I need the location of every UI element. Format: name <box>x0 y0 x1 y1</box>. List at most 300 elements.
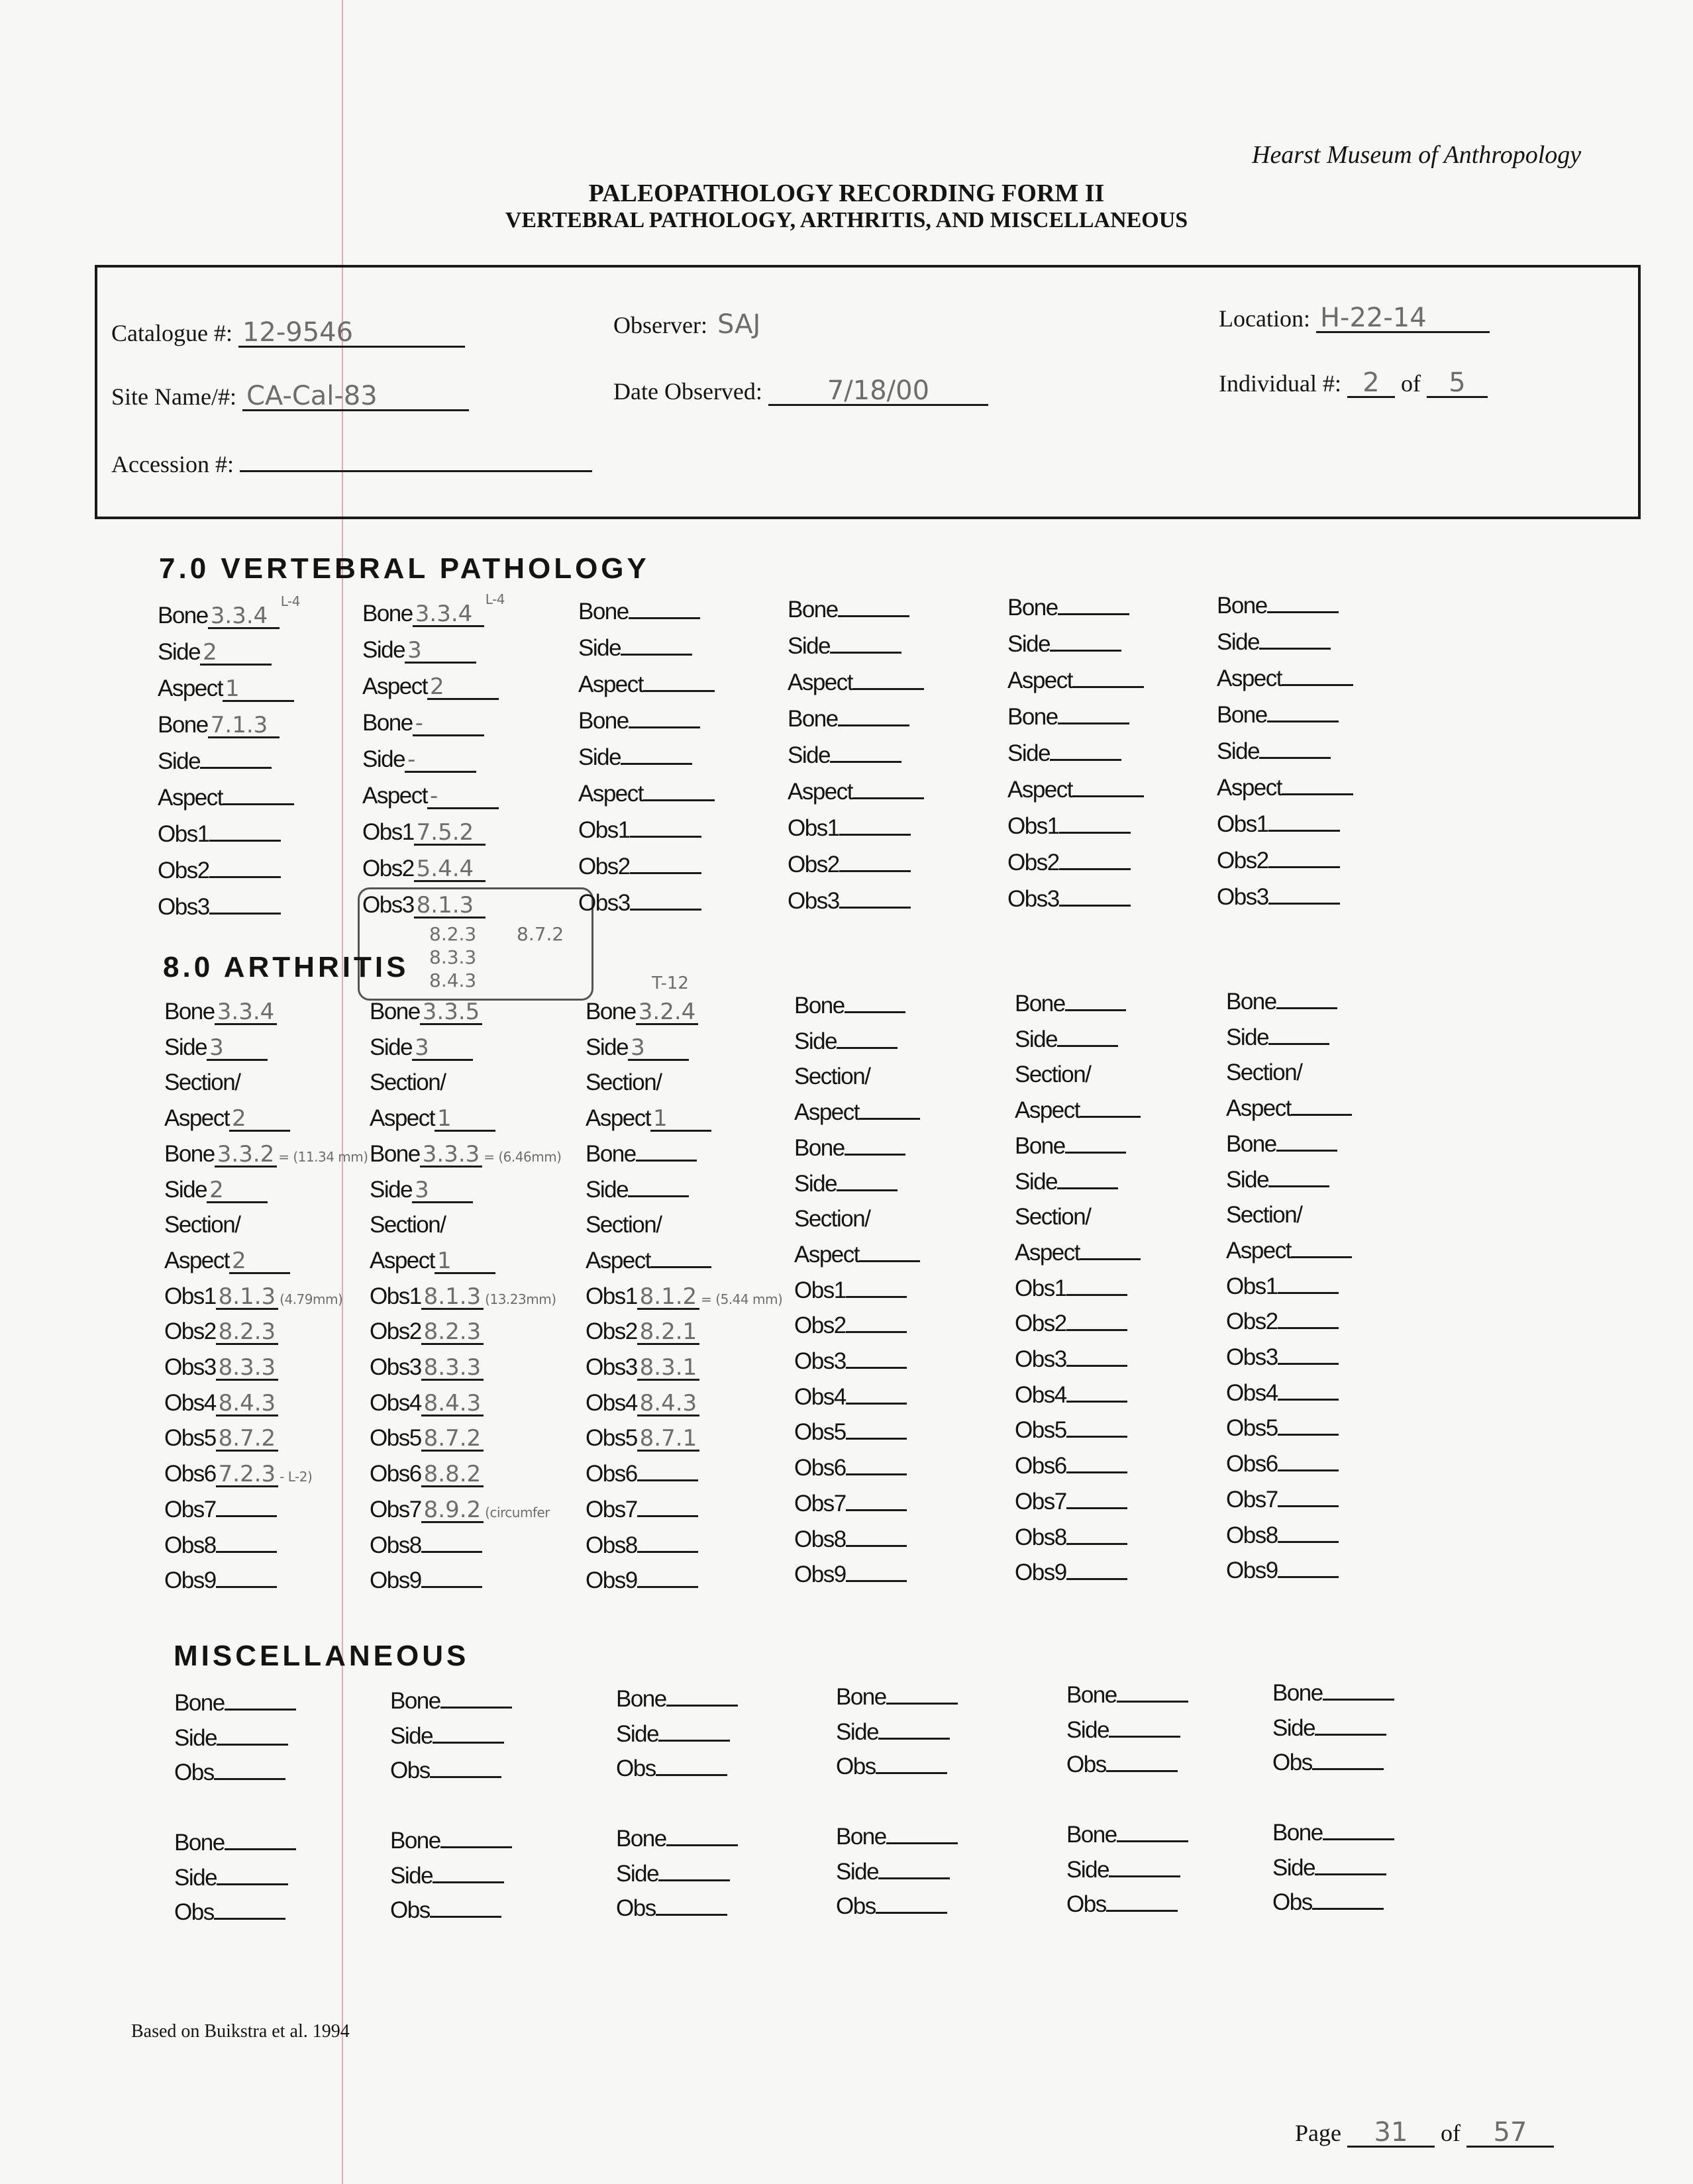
field-input[interactable] <box>217 1744 288 1746</box>
field-input[interactable] <box>839 834 911 836</box>
individual-number-input[interactable]: 2 <box>1347 370 1395 398</box>
field-input[interactable] <box>433 1742 504 1744</box>
field-input[interactable]: - <box>413 712 484 736</box>
field-label: Section/ <box>794 1206 870 1232</box>
field-input[interactable] <box>838 615 909 617</box>
field-label: Side <box>1272 1714 1315 1741</box>
field-input[interactable] <box>214 1918 285 1920</box>
field-input[interactable] <box>846 1296 907 1298</box>
form-field <box>1226 1095 1352 1122</box>
field-input[interactable] <box>1259 648 1331 650</box>
field-input[interactable] <box>1323 1699 1394 1701</box>
field-input[interactable] <box>846 1367 907 1369</box>
field-input[interactable] <box>1259 757 1331 759</box>
field-input[interactable] <box>1050 759 1121 761</box>
field-input[interactable]: 8.1.3 <box>421 1285 484 1310</box>
form-field <box>586 1390 699 1416</box>
field-input[interactable] <box>217 1883 288 1885</box>
misc-field <box>836 1859 950 1885</box>
field-input[interactable]: 8.7.2 <box>421 1427 484 1452</box>
field-input[interactable]: 7.2.3 <box>216 1463 279 1487</box>
field-input[interactable] <box>430 1776 501 1778</box>
field-input[interactable] <box>1059 905 1131 907</box>
vertebral-heading: 7.0 VERTEBRAL PATHOLOGY <box>159 552 650 585</box>
form-field <box>164 1497 277 1523</box>
field-input[interactable] <box>637 1515 698 1517</box>
field-input[interactable] <box>628 1195 689 1197</box>
field-input[interactable] <box>643 799 715 801</box>
form-field <box>1226 1558 1339 1584</box>
field-input[interactable] <box>1268 830 1340 832</box>
field-input[interactable]: 8.9.2 <box>421 1499 484 1523</box>
catalogue-field: Catalogue #: 12-9546 <box>111 319 465 348</box>
field-input[interactable]: 8.4.3 <box>421 1392 484 1416</box>
field-input[interactable] <box>440 1707 512 1709</box>
field-label: Obs3 <box>1217 884 1268 910</box>
field-input[interactable] <box>629 726 700 728</box>
field-input[interactable]: 3 <box>628 1036 689 1061</box>
extra-observation: 8.2.3 <box>429 923 477 945</box>
field-input[interactable] <box>1291 1114 1352 1116</box>
field-label: Obs <box>390 1758 430 1783</box>
field-input[interactable]: 3.3.4 <box>208 605 280 629</box>
form-field <box>370 1069 445 1096</box>
field-label: Aspect <box>1226 1095 1291 1122</box>
field-label: Bone <box>390 1688 440 1714</box>
form-field <box>788 888 911 915</box>
field-label: Bone <box>1007 704 1058 730</box>
field-input[interactable]: 8.2.3 <box>421 1320 484 1345</box>
field-input[interactable] <box>216 1586 277 1588</box>
field-input[interactable] <box>1057 1187 1118 1189</box>
field-input[interactable]: 3 <box>412 1179 473 1203</box>
form-field <box>1007 740 1121 767</box>
field-input[interactable]: 1 <box>223 677 294 702</box>
misc-field <box>1272 1750 1384 1776</box>
field-input[interactable]: 8.7.1 <box>637 1427 700 1452</box>
field-input[interactable] <box>1315 1734 1386 1736</box>
field-input[interactable] <box>216 1515 277 1517</box>
misc-field <box>836 1754 947 1780</box>
field-input[interactable] <box>839 907 911 909</box>
misc-field <box>1272 1855 1386 1881</box>
field-input[interactable] <box>886 1842 958 1844</box>
observer-field: Observer: SAJ <box>613 311 807 339</box>
field-label: Obs7 <box>1015 1488 1066 1514</box>
form-field <box>586 1497 698 1523</box>
field-input[interactable] <box>1267 720 1339 722</box>
field-input[interactable]: 3.3.4 <box>413 603 484 627</box>
field-label: Obs5 <box>1015 1417 1066 1444</box>
field-label: Aspect <box>788 670 852 695</box>
date-input[interactable]: 7/18/00 <box>768 377 988 406</box>
field-input[interactable] <box>1312 1908 1384 1910</box>
field-input[interactable] <box>1267 611 1339 613</box>
field-input[interactable] <box>223 803 294 805</box>
field-input[interactable] <box>830 761 901 763</box>
form-field <box>578 599 700 625</box>
field-label: Obs3 <box>362 892 414 918</box>
form-field <box>794 993 905 1019</box>
field-input[interactable]: 7.5.2 <box>414 821 486 846</box>
field-input[interactable] <box>658 1879 730 1881</box>
field-label: Aspect <box>586 1247 650 1273</box>
field-input[interactable] <box>430 1916 501 1918</box>
field-input[interactable] <box>846 1331 907 1333</box>
field-input[interactable] <box>837 1047 898 1049</box>
field-input[interactable] <box>1066 1471 1127 1473</box>
field-input[interactable] <box>1315 1873 1386 1875</box>
field-label: Obs5 <box>370 1425 421 1452</box>
field-input[interactable] <box>846 1403 907 1405</box>
form-field <box>1015 1453 1127 1479</box>
form-field <box>370 999 482 1025</box>
field-input[interactable] <box>637 1551 698 1553</box>
misc-field <box>616 1721 730 1748</box>
field-input[interactable]: 5.4.4 <box>414 858 486 882</box>
field-input[interactable] <box>1109 1736 1180 1738</box>
field-input[interactable] <box>209 913 281 915</box>
field-label: Aspect <box>164 1105 229 1132</box>
field-input[interactable] <box>1059 868 1131 870</box>
field-input[interactable] <box>837 1189 898 1191</box>
form-field <box>370 1354 484 1381</box>
field-input[interactable] <box>1066 1543 1127 1545</box>
field-input[interactable] <box>630 836 701 838</box>
form-field <box>370 1034 473 1061</box>
field-label: Obs5 <box>586 1425 637 1452</box>
misc-field <box>616 1826 738 1852</box>
field-input[interactable] <box>1072 686 1144 688</box>
observer-input[interactable]: SAJ <box>717 309 761 340</box>
field-label: Bone <box>158 603 208 628</box>
field-input[interactable] <box>658 1740 730 1742</box>
field-input[interactable] <box>1066 1294 1127 1296</box>
field-label: Obs4 <box>370 1389 421 1416</box>
field-input[interactable] <box>630 909 701 911</box>
form-field <box>164 1532 277 1559</box>
field-label: Obs4 <box>1015 1381 1066 1408</box>
field-input[interactable] <box>830 652 901 654</box>
form-field <box>1015 1275 1127 1302</box>
field-input[interactable] <box>656 1774 727 1776</box>
individual-total-input[interactable]: 5 <box>1427 370 1488 398</box>
field-input[interactable] <box>629 617 700 619</box>
field-input[interactable]: 8.7.2 <box>216 1427 279 1452</box>
field-label: Obs1 <box>164 1283 216 1309</box>
field-input[interactable]: 3 <box>207 1036 268 1061</box>
field-input[interactable] <box>1312 1768 1384 1770</box>
field-input[interactable]: 8.8.2 <box>421 1463 484 1487</box>
field-input[interactable]: - <box>427 785 499 809</box>
form-field <box>578 744 692 771</box>
field-input[interactable] <box>1109 1875 1180 1877</box>
field-input[interactable]: 3 <box>405 639 476 664</box>
misc-field <box>174 1899 285 1926</box>
field-input[interactable] <box>1278 1505 1339 1507</box>
field-input[interactable]: 2 <box>207 1179 268 1203</box>
field-label: Bone <box>788 706 838 732</box>
accession-input[interactable] <box>240 470 592 472</box>
field-input[interactable] <box>839 870 911 872</box>
field-input[interactable] <box>666 1844 738 1846</box>
field-input[interactable] <box>1117 1840 1188 1842</box>
field-input[interactable]: 8.3.3 <box>216 1356 279 1381</box>
field-input[interactable] <box>1278 1541 1339 1543</box>
field-input[interactable]: 3 <box>412 1036 473 1061</box>
field-input[interactable] <box>1268 866 1340 868</box>
field-input[interactable] <box>1080 1116 1141 1118</box>
field-input[interactable]: 8.3.3 <box>421 1356 484 1381</box>
field-input[interactable] <box>846 1509 907 1511</box>
form-field <box>1007 850 1131 876</box>
form-field <box>370 1318 484 1345</box>
field-label: Side <box>836 1718 879 1745</box>
field-input[interactable]: - <box>405 748 476 773</box>
field-input[interactable]: 3.3.4 <box>215 1001 278 1025</box>
field-input[interactable] <box>666 1705 738 1707</box>
form-field <box>164 1354 278 1381</box>
site-input[interactable]: CA-Cal-83 <box>242 383 469 411</box>
field-label: Aspect <box>578 781 643 807</box>
field-input[interactable] <box>225 1848 296 1850</box>
field-label: Bone <box>578 708 629 734</box>
field-input[interactable] <box>878 1738 950 1740</box>
field-input[interactable] <box>1282 793 1353 795</box>
field-label: Aspect <box>1015 1239 1080 1266</box>
field-input[interactable] <box>846 1473 907 1475</box>
field-input[interactable] <box>656 1914 727 1916</box>
field-input[interactable] <box>637 1479 698 1481</box>
field-label: Obs1 <box>578 817 630 843</box>
field-input[interactable]: 2 <box>229 1107 290 1132</box>
field-input[interactable] <box>1106 1910 1178 1912</box>
field-input[interactable] <box>1057 1045 1118 1047</box>
field-label: Obs7 <box>794 1490 846 1516</box>
field-label: Obs <box>616 1895 656 1921</box>
field-input[interactable] <box>1323 1838 1394 1840</box>
field-input[interactable] <box>636 1160 697 1162</box>
field-input[interactable]: 1 <box>650 1107 711 1132</box>
field-input[interactable] <box>621 654 692 656</box>
form-field <box>1217 848 1340 874</box>
field-input[interactable]: 3.3.3 <box>420 1143 483 1167</box>
field-input[interactable] <box>1268 903 1340 905</box>
field-input[interactable]: 3.2.4 <box>636 1001 699 1025</box>
page-total-input[interactable]: 57 <box>1466 2119 1554 2148</box>
field-input[interactable] <box>846 1580 907 1582</box>
field-input[interactable] <box>1066 1436 1127 1438</box>
field-label: Section/ <box>164 1212 240 1238</box>
field-input[interactable] <box>1278 1469 1339 1471</box>
field-input[interactable] <box>440 1846 512 1848</box>
field-input[interactable] <box>1050 650 1121 652</box>
field-input[interactable]: 3.3.5 <box>420 1001 483 1025</box>
field-label: Obs1 <box>586 1283 637 1309</box>
field-label: Bone <box>370 1140 420 1167</box>
field-input[interactable] <box>859 1260 920 1262</box>
misc-field <box>616 1895 727 1922</box>
field-input[interactable] <box>1278 1434 1339 1436</box>
form-field <box>788 670 924 696</box>
field-label: Obs1 <box>370 1283 421 1309</box>
field-input[interactable] <box>1268 1185 1329 1187</box>
field-input[interactable] <box>1278 1363 1339 1365</box>
field-input[interactable] <box>1278 1327 1339 1329</box>
field-input[interactable]: 1 <box>435 1250 495 1274</box>
field-input[interactable] <box>433 1881 504 1883</box>
field-input[interactable] <box>1282 684 1353 686</box>
form-field <box>158 639 272 666</box>
catalogue-input[interactable]: 12-9546 <box>238 319 465 348</box>
field-input[interactable]: 8.1.2 <box>637 1285 700 1310</box>
field-input[interactable] <box>1117 1701 1188 1703</box>
field-input[interactable] <box>852 688 924 690</box>
form-field <box>1217 666 1353 692</box>
field-input[interactable] <box>225 1709 296 1711</box>
form-field <box>586 1248 711 1274</box>
field-input[interactable] <box>1058 613 1129 615</box>
field-input[interactable] <box>1106 1770 1178 1772</box>
form-field <box>1007 704 1129 730</box>
field-input[interactable] <box>1065 1152 1126 1154</box>
form-field <box>158 593 300 629</box>
field-input[interactable] <box>1066 1329 1127 1331</box>
misc-field <box>1066 1891 1178 1918</box>
field-label: Side <box>370 1176 413 1203</box>
field-input[interactable] <box>1278 1292 1339 1294</box>
field-input[interactable] <box>886 1703 958 1705</box>
field-label: Side <box>1007 740 1051 766</box>
field-input[interactable] <box>421 1586 482 1588</box>
arthritis-heading: 8.0 ARTHRITIS <box>163 951 409 983</box>
field-input[interactable]: 7.1.3 <box>208 714 280 738</box>
field-input[interactable] <box>1276 1150 1337 1152</box>
field-label: Aspect <box>1015 1097 1080 1124</box>
field-input[interactable]: 8.4.3 <box>637 1392 700 1416</box>
field-input[interactable] <box>421 1551 482 1553</box>
field-label: Obs2 <box>586 1318 637 1345</box>
misc-field <box>390 1758 501 1784</box>
field-input[interactable] <box>209 840 281 842</box>
field-input[interactable] <box>1066 1365 1127 1367</box>
field-input[interactable] <box>846 1438 907 1440</box>
field-input[interactable] <box>876 1772 947 1774</box>
field-input[interactable] <box>838 724 909 726</box>
field-input[interactable] <box>637 1586 698 1588</box>
field-input[interactable]: 1 <box>435 1107 495 1132</box>
field-input[interactable] <box>216 1551 277 1553</box>
form-field <box>586 1318 699 1345</box>
field-input[interactable] <box>1066 1507 1127 1509</box>
field-input[interactable] <box>1276 1007 1337 1009</box>
field-input[interactable] <box>214 1778 285 1780</box>
misc-field <box>174 1725 288 1752</box>
field-input[interactable]: 3.3.2 <box>215 1143 278 1167</box>
field-input[interactable]: 8.1.3 <box>414 894 486 918</box>
field-input[interactable] <box>200 767 272 769</box>
individual-field: Individual #: 2 of 5 <box>1219 370 1488 398</box>
field-input[interactable]: 2 <box>427 675 499 700</box>
field-label: Obs1 <box>158 821 209 847</box>
field-label: Aspect <box>794 1241 859 1267</box>
misc-field <box>390 1688 512 1714</box>
field-input[interactable]: 8.2.1 <box>637 1320 700 1345</box>
field-label: Side <box>1217 738 1260 764</box>
field-label: Obs <box>390 1897 430 1923</box>
form-field <box>1015 1169 1118 1195</box>
field-input[interactable] <box>630 872 701 874</box>
field-label: Aspect <box>164 1247 229 1273</box>
form-field <box>164 1461 312 1487</box>
field-label: Bone <box>578 599 629 624</box>
field-input[interactable] <box>878 1877 950 1879</box>
field-input[interactable] <box>643 690 715 692</box>
field-input[interactable] <box>845 1154 905 1156</box>
field-input[interactable] <box>1058 722 1129 724</box>
field-label: Obs <box>174 1760 214 1785</box>
field-input[interactable]: 2 <box>200 641 272 666</box>
field-input[interactable] <box>846 1545 907 1547</box>
page-input[interactable]: 31 <box>1347 2119 1435 2148</box>
field-input[interactable]: 8.1.3 <box>216 1285 279 1310</box>
field-input[interactable] <box>852 797 924 799</box>
field-label: Obs9 <box>794 1562 846 1588</box>
location-input[interactable]: H-22-14 <box>1316 305 1490 333</box>
field-input[interactable] <box>209 876 281 878</box>
form-field <box>788 742 901 769</box>
field-input[interactable] <box>1291 1256 1352 1258</box>
field-input[interactable]: 2 <box>229 1250 290 1274</box>
field-input[interactable] <box>1080 1258 1141 1260</box>
form-field <box>370 1141 561 1167</box>
form-field <box>1226 1451 1339 1477</box>
field-label: Obs1 <box>794 1277 846 1303</box>
field-input[interactable] <box>1066 1578 1127 1580</box>
field-input[interactable] <box>650 1266 711 1268</box>
field-input[interactable] <box>1065 1009 1126 1011</box>
field-input[interactable] <box>1268 1043 1329 1045</box>
field-label: Section/ <box>1226 1060 1302 1086</box>
misc-field <box>174 1830 296 1856</box>
extra-observation: 8.7.2 <box>517 923 564 945</box>
field-input[interactable] <box>1278 1576 1339 1578</box>
field-label: Bone <box>1007 595 1058 620</box>
field-input[interactable]: 8.2.3 <box>216 1320 279 1345</box>
field-input[interactable] <box>1072 795 1144 797</box>
field-input[interactable] <box>845 1011 905 1013</box>
field-input[interactable] <box>1066 1401 1127 1403</box>
field-input[interactable] <box>1278 1399 1339 1401</box>
field-label: Side <box>370 1034 413 1060</box>
form-field <box>370 1177 473 1203</box>
field-input[interactable]: 8.4.3 <box>216 1392 279 1416</box>
field-label: Aspect <box>586 1105 650 1132</box>
field-annotation: = (5.44 mm) <box>701 1291 783 1307</box>
form-field <box>586 1212 661 1238</box>
field-input[interactable] <box>621 763 692 765</box>
field-label: Side <box>164 1176 207 1203</box>
form-field <box>370 1461 484 1487</box>
form-field <box>164 1212 240 1238</box>
field-input[interactable] <box>859 1118 920 1120</box>
field-input[interactable]: 8.3.1 <box>637 1356 700 1381</box>
field-input[interactable] <box>876 1912 947 1914</box>
field-input[interactable] <box>1059 832 1131 834</box>
field-label: Aspect <box>788 779 852 805</box>
form-field <box>578 890 701 917</box>
form-field <box>794 1242 920 1268</box>
